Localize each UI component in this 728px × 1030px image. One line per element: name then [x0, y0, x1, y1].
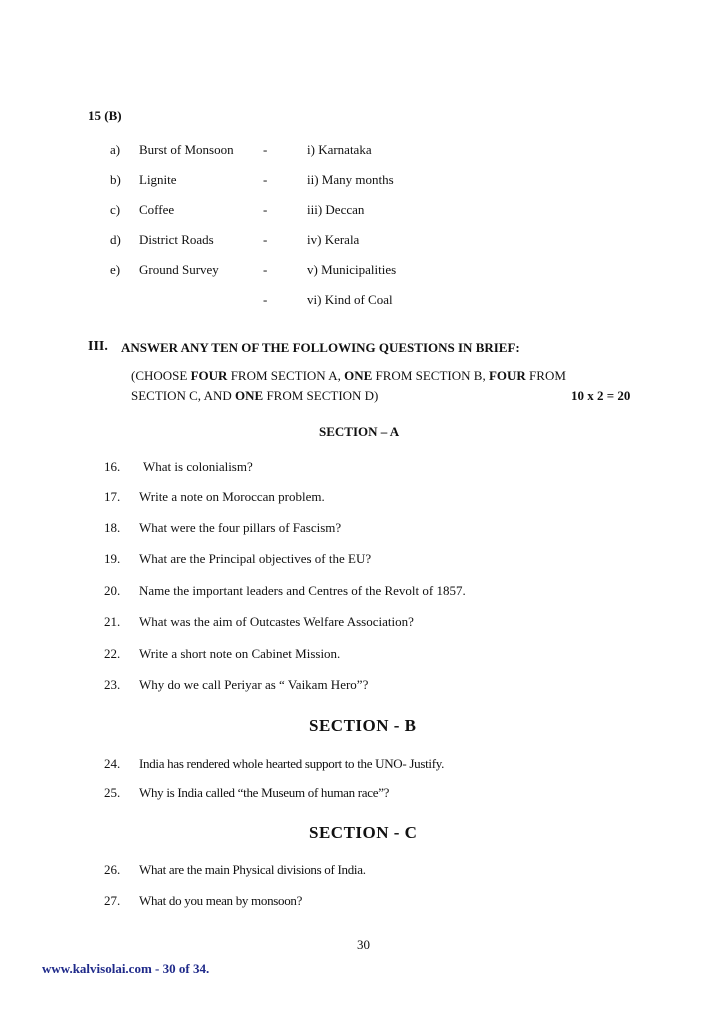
- question-number: 17.: [104, 489, 121, 504]
- question-text: What was the aim of Outcastes Welfare Association?: [139, 614, 414, 629]
- question-text: Write a short note on Cabinet Mission.: [139, 646, 341, 661]
- match-option: iv) Kerala: [307, 232, 360, 247]
- match-option: v) Municipalities: [307, 262, 397, 277]
- match-option: vi) Kind of Coal: [307, 292, 393, 307]
- match-option: i) Karnataka: [307, 142, 372, 157]
- instructions-line-2: [131, 388, 378, 404]
- instr-emph: ONE: [235, 388, 264, 403]
- question-text: Name the important leaders and Centres of the Revolt of 1857.: [139, 583, 466, 598]
- question-text: Why do we call Periyar as “ Vaikam Hero”?: [139, 677, 369, 692]
- question-number: 27.: [104, 893, 121, 908]
- match-letter: b): [110, 172, 121, 187]
- match-item: District Roads: [139, 232, 214, 247]
- question-text: What do you mean by monsoon?: [139, 893, 303, 908]
- match-dash: -: [263, 202, 268, 217]
- question-number: 25.: [104, 785, 121, 800]
- match-option: iii) Deccan: [307, 202, 365, 217]
- part-numeral: III.: [88, 339, 108, 354]
- page-number: 30: [357, 937, 370, 952]
- match-item: Ground Survey: [139, 262, 219, 277]
- question-text: India has rendered whole hearted support to the UNO- Justify.: [139, 756, 445, 771]
- instr-text: FROM SECTION D): [263, 388, 379, 403]
- instr-text: FROM SECTION B,: [372, 368, 489, 383]
- section-a-title: SECTION – A: [319, 424, 400, 439]
- match-letter: d): [110, 232, 121, 247]
- instr-emph: FOUR: [190, 368, 228, 383]
- instr-text: FROM: [525, 368, 566, 383]
- section-b-title: SECTION - B: [309, 716, 417, 735]
- marks-label: 10 x 2 = 20: [571, 388, 631, 403]
- match-item: Coffee: [139, 202, 175, 217]
- question-text: What are the main Physical divisions of India.: [139, 862, 366, 877]
- instr-text: FROM SECTION A,: [227, 368, 345, 383]
- match-dash: -: [263, 172, 268, 187]
- footer-site-link[interactable]: www.kalvisolai.com - 30 of 34.: [42, 961, 210, 976]
- match-letter: e): [110, 262, 121, 277]
- instr-emph: FOUR: [488, 368, 526, 383]
- match-letter: a): [110, 142, 121, 157]
- question-text: What are the Principal objectives of the EU?: [139, 551, 372, 566]
- match-item: Burst of Monsoon: [139, 142, 234, 157]
- instr-emph: ONE: [344, 368, 373, 383]
- question-number: 20.: [104, 583, 121, 598]
- match-letter: c): [110, 202, 121, 217]
- question-number: 23.: [104, 677, 121, 692]
- question-number: 19.: [104, 551, 121, 566]
- match-dash: -: [263, 142, 268, 157]
- match-option: ii) Many months: [307, 172, 394, 187]
- question-number: 18.: [104, 520, 121, 535]
- question-text: Write a note on Moroccan problem.: [139, 489, 325, 504]
- question-text: Why is India called “the Museum of human race”?: [139, 785, 390, 800]
- instructions-line-1: [131, 368, 566, 384]
- question-15b-heading: 15 (B): [88, 108, 122, 123]
- question-number: 24.: [104, 756, 121, 771]
- match-dash: -: [263, 292, 268, 307]
- part-heading: ANSWER ANY TEN OF THE FOLLOWING QUESTIONS IN BRIEF:: [121, 340, 520, 355]
- question-number: 16.: [104, 459, 121, 474]
- match-dash: -: [263, 262, 268, 277]
- match-dash: -: [263, 232, 268, 247]
- question-text: What is colonialism?: [143, 459, 253, 474]
- question-number: 26.: [104, 862, 121, 877]
- question-text: What were the four pillars of Fascism?: [139, 520, 342, 535]
- section-c-title: SECTION - C: [309, 823, 418, 842]
- instr-text: (CHOOSE: [131, 368, 191, 383]
- question-number: 21.: [104, 614, 121, 629]
- match-item: Lignite: [139, 172, 177, 187]
- instr-text: SECTION C, AND: [131, 388, 236, 403]
- question-number: 22.: [104, 646, 121, 661]
